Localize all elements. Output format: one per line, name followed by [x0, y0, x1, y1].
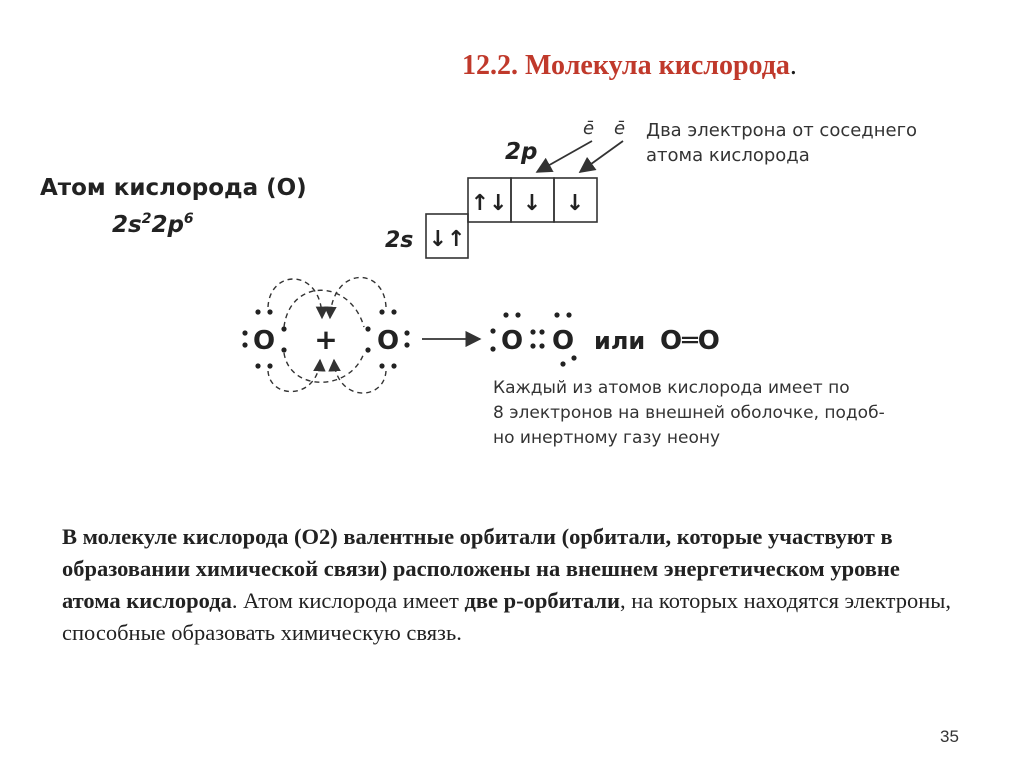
sharing-arrow: [268, 360, 320, 392]
electron-dot: [391, 363, 396, 368]
electron-dot: [530, 343, 535, 348]
electron-dot: [281, 347, 286, 352]
incoming-electron-arrow: [537, 141, 592, 172]
electron-dot: [490, 346, 495, 351]
plus-sign: +: [314, 323, 338, 356]
electron-dot: [530, 329, 535, 334]
oxygen-atom-left: O: [252, 326, 276, 356]
oxygen-atom-right: O: [376, 326, 400, 356]
sharing-arrow: [268, 279, 322, 318]
note-line-3: но инертному газу неону: [493, 428, 721, 448]
note-line-2: 8 электронов на внешней оболочке, подоб-: [493, 403, 885, 423]
body-bold-2: две р-орбитали: [464, 588, 620, 613]
electron-dot: [365, 347, 370, 352]
electron-dot: [566, 312, 571, 317]
electron-dot: [404, 330, 409, 335]
electron-dot: [490, 328, 495, 333]
electron-dot: [255, 309, 260, 314]
annotation-line-1: Два электрона от соседнего: [646, 120, 918, 141]
body-paragraph: [62, 521, 962, 649]
electron-dot: [539, 343, 544, 348]
molecule-oxygen-left: O: [500, 326, 524, 356]
electron-dot: [391, 309, 396, 314]
electron-dot: [379, 363, 384, 368]
electron-dot: [281, 326, 286, 331]
incoming-electron-label: ē: [614, 118, 626, 139]
orbital-2s-electrons: ↓↑: [428, 227, 466, 252]
electron-dot: [571, 355, 576, 360]
title-dot: .: [789, 50, 797, 81]
incoming-electron-arrow: [580, 141, 623, 172]
electron-dot: [503, 312, 508, 317]
electron-dot: [404, 342, 409, 347]
electron-dot: [242, 342, 247, 347]
electron-dot: [365, 326, 370, 331]
electron-dot: [267, 363, 272, 368]
note-line-1: Каждый из атомов кислорода имеет по: [493, 378, 850, 398]
level-2p-label: 2p: [505, 139, 538, 165]
electron-dot: [554, 312, 559, 317]
sharing-arrow: [284, 353, 364, 382]
electron-dot: [379, 309, 384, 314]
title-text: 12.2. Молекула кислорода: [462, 50, 790, 81]
annotation-line-2: атома кислорода: [646, 145, 810, 166]
level-2s-label: 2s: [385, 228, 414, 253]
orbital-2p-electrons: ↓: [565, 191, 585, 216]
atom-label: Атом кислорода (О): [40, 175, 307, 201]
electron-dot: [242, 330, 247, 335]
or-text: или: [594, 327, 646, 355]
double-bond-formula: O═O: [660, 326, 720, 356]
sharing-arrow: [334, 360, 386, 393]
electron-dot: [515, 312, 520, 317]
sharing-arrow: [284, 290, 364, 327]
electron-configuration: $2s^22p^6$: [112, 211, 194, 238]
body-plain-2: , на которых находятся электроны, способные образовать химическую связь.: [62, 588, 952, 645]
body-bold-1: В молекуле кислорода (О2) валентные орбитали (орбитали, которые участвуют в образовании химической связи) расположены на внешнем энергетическом уровне атома кислорода: [62, 524, 900, 613]
electron-dot: [255, 363, 260, 368]
electron-dot: [267, 309, 272, 314]
electron-dot: [539, 329, 544, 334]
orbital-2p-electrons: ↓: [522, 191, 542, 216]
incoming-electron-label: ē: [583, 118, 595, 139]
electron-dot: [560, 361, 565, 366]
body-plain-1: . Атом кислорода имеет: [231, 588, 465, 613]
molecule-oxygen-right: O: [551, 326, 575, 356]
orbital-2p-electrons: ↑↓: [470, 191, 508, 216]
page-number: 35: [940, 727, 959, 746]
